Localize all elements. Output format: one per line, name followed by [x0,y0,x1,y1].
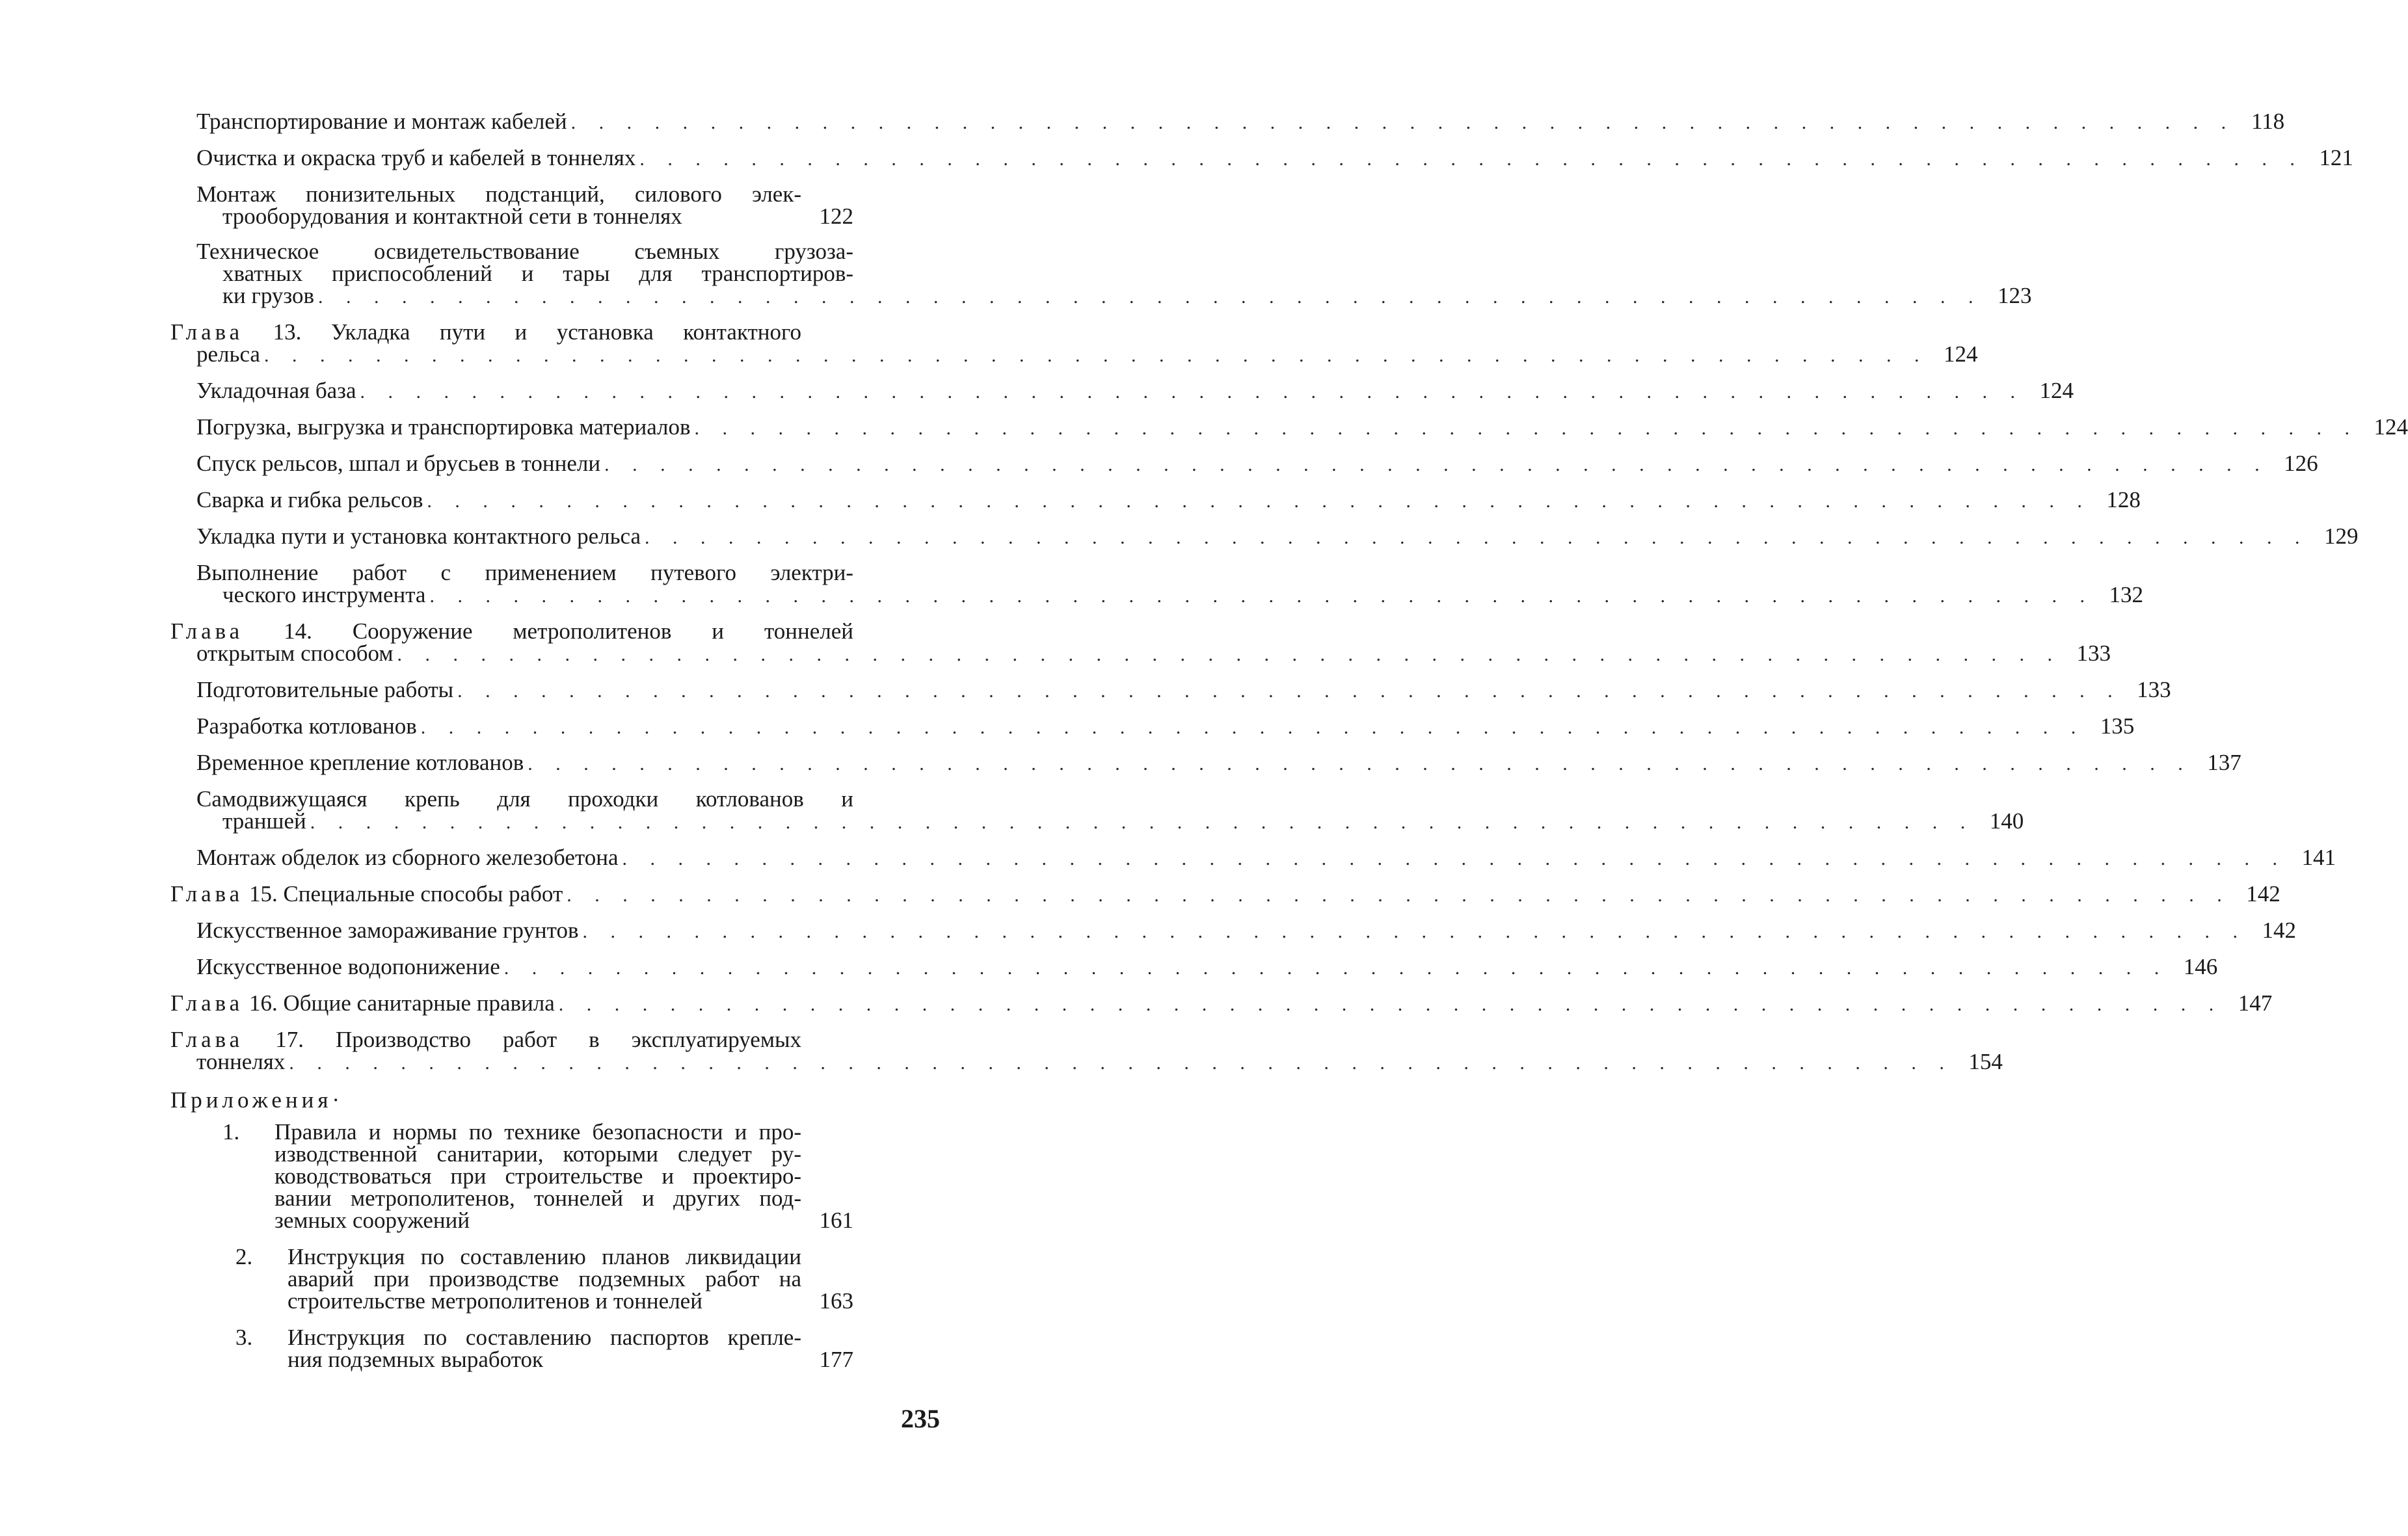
leader-dots [604,454,2269,476]
toc-entry [196,183,853,228]
appendix-number: 1. [222,1119,240,1145]
toc-entry-title-line: Монтаж понизительных подстанций, силового элек- [196,181,801,207]
leader-dots [264,345,1929,367]
toc-entry-title: Искусственное водопонижение [196,954,500,979]
appendix-title-line: Правила и нормы по технике безопасности и про- [274,1119,801,1145]
chapter-title-cont: открытым способом [196,641,394,666]
toc-entry-title: Разработка котлованов [196,713,417,739]
toc-entry-page: 163 [819,1288,853,1314]
toc-entry-page: 147 [2238,990,2273,1016]
appendix-title-line: изводственной санитарии, которыми следует ру- [274,1141,801,1167]
toc-entry [196,414,2408,440]
toc-entry-page: 142 [2262,918,2296,943]
chapter-title: 16. Общие санитарные правила [248,990,555,1016]
leader-dots [310,812,1975,834]
appendix-title-line: аварий при производстве подземных работ на [288,1266,801,1291]
toc-entry-title-line: Техническое освидетельствование съемных грузоза- [196,239,853,264]
toc-entry-page: 140 [1989,808,2024,834]
toc-entry-page: 123 [1998,283,2032,308]
leader-dots [504,957,2169,979]
toc-chapter [170,618,2111,666]
toc-entry-title: Сварка и гибка рельсов [196,487,423,512]
chapter-title-cont: тоннелях [196,1049,286,1074]
toc-entry-title: Очистка и окраска труб и кабелей в тоннелях [196,145,636,170]
toc-entry [196,560,2143,607]
chapter-title: 14. Сооружение метрополитенов и тоннелей [284,618,854,644]
chapter-label: Глава [170,319,244,345]
toc-entry-page: 129 [2324,523,2359,549]
leader-dots [429,585,2094,607]
toc-entry-page: 118 [2251,109,2285,134]
toc-entry [196,109,2285,134]
chapter-title: 15. Специальные способы работ [248,881,563,907]
appendix-title-line: земных сооружений [274,1208,470,1233]
toc-entry-page: 161 [819,1208,853,1233]
toc-entry-page: 124 [1943,341,1978,367]
chapter-label: Глава [170,990,244,1016]
toc-entry-page: 133 [2076,641,2111,666]
appendix-number: 2. [235,1244,253,1269]
toc-entry-title-line: ки грузов [222,283,315,308]
appendix-title-line: Инструкция по составлению паспортов крепле- [288,1325,801,1350]
toc-chapter [170,319,1978,367]
appendices-heading: Приложения· [170,1087,344,1113]
toc-chapter [170,881,2281,907]
toc-chapter [170,1027,2003,1074]
leader-dots [571,112,2236,134]
toc-entry-title: Спуск рельсов, шпал и брусьев в тоннели [196,451,601,476]
toc-entry [196,239,2032,308]
toc-entry [196,918,2296,943]
toc-entry-page: 141 [2301,845,2336,870]
leader-dots [421,717,2085,739]
toc-entry [196,145,2353,170]
table-of-contents [170,109,2408,1385]
toc-entry [196,487,2141,512]
appendix-entry [235,1327,853,1371]
toc-entry [196,750,2241,775]
toc-entry-title: Временное крепление котлованов [196,750,524,775]
chapter-label: Глава [170,881,244,907]
appendix-title-line: ния подземных выработок [288,1347,544,1372]
chapter-title: 17. Производство работ в эксплуатируемых [275,1027,802,1052]
leader-dots [360,381,2025,403]
leader-dots [622,848,2287,870]
appendix-title-line: Инструкция по составлению планов ликвидации [288,1244,801,1269]
chapter-label: Глава [170,618,244,644]
leader-dots [457,680,2122,702]
leader-dots [318,286,1983,308]
toc-entry-page: 128 [2106,487,2141,512]
leader-dots [645,527,2309,549]
leader-dots [695,417,2359,440]
toc-entry-page: 124 [2039,378,2074,403]
toc-entry-title: Укладочная база [196,378,356,403]
toc-entry-page: 177 [819,1347,853,1372]
leader-dots [567,884,2231,907]
toc-entry-page: 124 [2374,414,2408,440]
toc-entry-title: Укладка пути и установка контактного рельса [196,523,641,549]
toc-entry-page: 122 [819,204,853,229]
toc-entry-title: Погрузка, выгрузка и транспортировка материалов [196,414,691,440]
toc-entry-page: 137 [2207,750,2241,775]
toc-entry-title-line: траншей [222,808,306,834]
toc-entry-page: 146 [2183,954,2218,979]
toc-entry [196,378,2074,403]
leader-dots [397,644,2062,666]
toc-entry-title: Транспортирование и монтаж кабелей [196,109,567,134]
toc-entry-page: 135 [2100,713,2135,739]
leader-dots [528,753,2192,775]
toc-entry-title-line: Самодвижущаяся крепь для проходки котлованов и [196,786,853,812]
chapter-title: 13. Укладка пути и установка контактного [273,319,801,345]
toc-entry-title-line: Выполнение работ с применением путевого электри- [196,560,853,585]
appendix-title-line: ководствоваться при строительстве и проектиро- [274,1163,801,1189]
toc-entry [196,451,2318,476]
toc-entry [196,845,2336,870]
toc-entry-page: 126 [2284,451,2318,476]
toc-entry [196,786,2024,834]
appendix-entry [222,1121,853,1232]
page-number: 235 [901,1404,940,1433]
toc-entry-title: Искусственное замораживание грунтов [196,918,579,943]
toc-entry-title-line: хватных приспособлений и тары для транспортиров- [222,261,853,286]
leader-dots [427,490,2091,512]
appendix-number: 3. [235,1325,253,1350]
toc-entry-page: 142 [2246,881,2281,907]
leader-dots [559,994,2223,1016]
toc-entry-title-line: трооборудования и контактной сети в тоннелях [222,204,682,229]
toc-entry [196,523,2359,549]
toc-entry-page: 121 [2319,145,2353,170]
toc-entry-page: 154 [1968,1049,2003,1074]
toc-entry [196,713,2135,739]
chapter-title-cont: рельса [196,341,260,367]
toc-entry [196,954,2218,979]
leader-dots [639,148,2304,170]
toc-entry-page: 132 [2109,582,2143,607]
toc-entry-title: Подготовительные работы [196,677,454,702]
toc-chapter [170,990,2273,1016]
chapter-label: Глава [170,1027,244,1052]
leader-dots [289,1052,1953,1074]
appendix-title-line: вании метрополитенов, тоннелей и других под- [274,1185,801,1211]
leader-dots [583,921,2247,943]
appendix-entry [235,1246,853,1312]
appendix-title-line: строительстве метрополитенов и тоннелей [288,1288,702,1314]
toc-entry-page: 133 [2137,677,2171,702]
toc-entry-title: Монтаж обделок из сборного железобетона [196,845,619,870]
toc-entry-title-line: ческого инструмента [222,582,426,607]
toc-entry [196,677,2171,702]
